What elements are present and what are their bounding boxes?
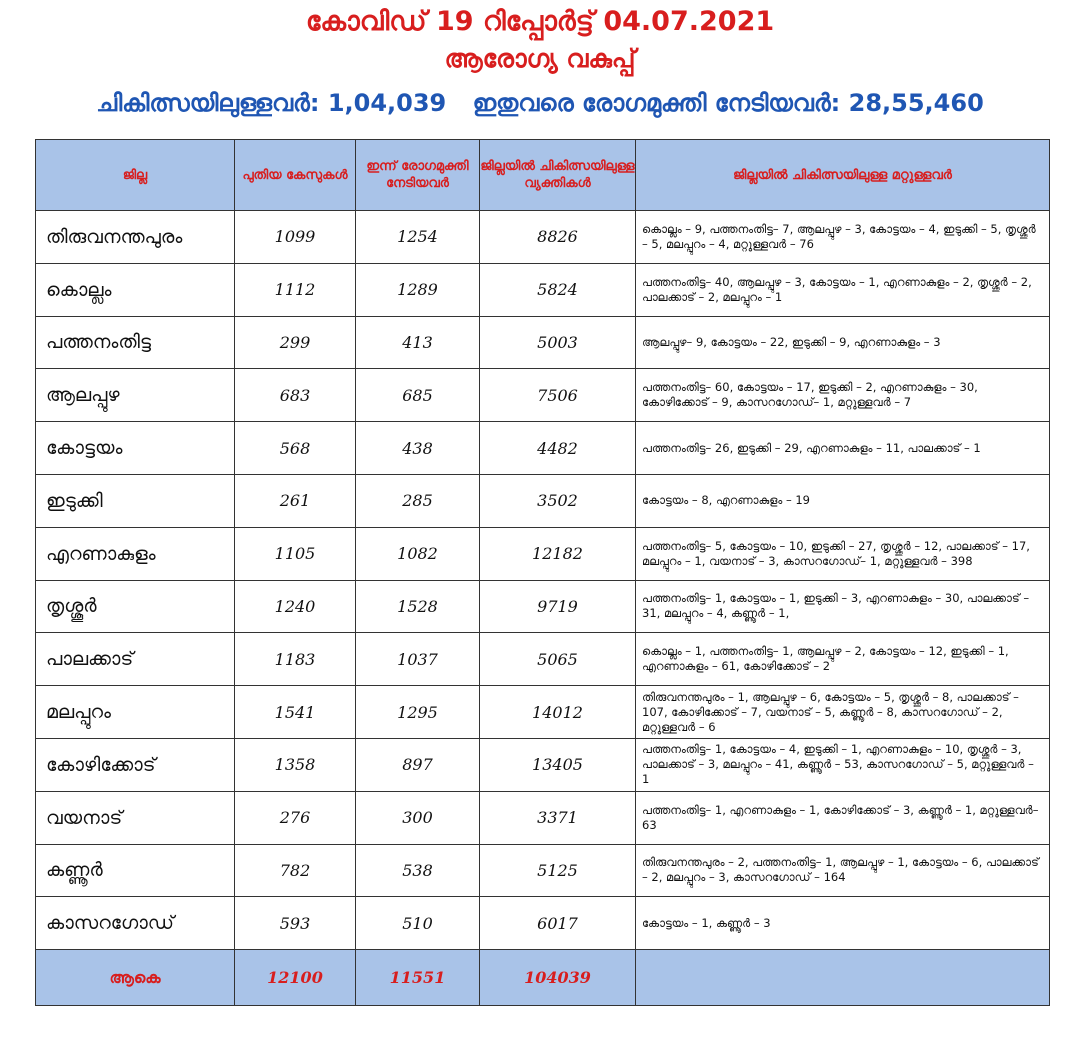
new-cases: 568 xyxy=(235,422,356,475)
others-in-district: ആലപ്പുഴ– 9, കോട്ടയം – 22, ഇടുക്കി – 9, എറണാകുളം – 3 xyxy=(636,316,1050,369)
others-in-district: പത്തനംതിട്ട– 1, കോട്ടയം – 4, ഇടുക്കി – 1, എറണാകുളം – 10, തൃശ്ശൂർ – 3, പാലക്കാട് – 3, മലപ്പുറം – 41, കണ്ണൂർ – 53, കാസറഗോഡ് – 5, മറ്റുള്ളവർ – 1 xyxy=(636,738,1050,791)
district-name: പാലക്കാട് xyxy=(36,633,235,686)
under-treatment: 9719 xyxy=(480,580,636,633)
district-name: പത്തനംതിട്ട xyxy=(36,316,235,369)
recovered-today: 685 xyxy=(356,369,480,422)
under-treatment: 5065 xyxy=(480,633,636,686)
table-row xyxy=(36,633,1050,686)
header-district: ജില്ല xyxy=(36,140,235,211)
table-row xyxy=(36,316,1050,369)
total-label: ആകെ xyxy=(36,950,235,1006)
others-in-district: കൊല്ലം – 9, പത്തനംതിട്ട– 7, ആലപ്പുഴ – 3, കോട്ടയം – 4, ഇടുക്കി – 5, തൃശ്ശൂർ – 5, മലപ്പുറം – 4, മറ്റുള്ളവർ – 76 xyxy=(636,211,1050,264)
new-cases: 1240 xyxy=(235,580,356,633)
table-row xyxy=(36,897,1050,950)
under-treatment: 6017 xyxy=(480,897,636,950)
recovered-today: 1082 xyxy=(356,527,480,580)
table-row xyxy=(36,844,1050,897)
district-name: തൃശ്ശൂർ xyxy=(36,580,235,633)
others-in-district: പത്തനംതിട്ട– 26, ഇടുക്കി – 29, എറണാകുളം – 11, പാലക്കാട് – 1 xyxy=(636,422,1050,475)
header-under-treatment: ജില്ലയിൽ ചികിത്സയിലുള്ള വ്യക്തികൾ xyxy=(480,140,636,211)
recovered-today: 413 xyxy=(356,316,480,369)
district-name: കൊല്ലം xyxy=(36,263,235,316)
under-treatment: 3502 xyxy=(480,474,636,527)
others-in-district: പത്തനംതിട്ട– 60, കോട്ടയം – 17, ഇടുക്കി – 2, എറണാകുളം – 30, കോഴിക്കോട് – 9, കാസറഗോഡ്– 1, മറ്റുള്ളവർ – 7 xyxy=(636,369,1050,422)
new-cases: 1105 xyxy=(235,527,356,580)
under-treatment-value: 1,04,039 xyxy=(327,89,447,117)
table-row xyxy=(36,580,1050,633)
table-row xyxy=(36,738,1050,791)
district-name: ഇടുക്കി xyxy=(36,474,235,527)
under-treatment: 3371 xyxy=(480,791,636,844)
new-cases: 1541 xyxy=(235,686,356,739)
recovered-today: 538 xyxy=(356,844,480,897)
others-in-district: പത്തനംതിട്ട– 40, ആലപ്പുഴ – 3, കോട്ടയം – 1, എറണാകുളം – 2, തൃശ്ശൂർ – 2, പാലക്കാട് – 2, മലപ്പുറം – 1 xyxy=(636,263,1050,316)
recovered-today: 1295 xyxy=(356,686,480,739)
total-under-treatment: 104039 xyxy=(480,950,636,1006)
table-header-row xyxy=(36,140,1050,211)
recovered-today: 1289 xyxy=(356,263,480,316)
table-row xyxy=(36,263,1050,316)
under-treatment: 5125 xyxy=(480,844,636,897)
others-in-district: തിരുവനന്തപുരം – 2, പത്തനംതിട്ട– 1, ആലപ്പുഴ – 1, കോട്ടയം – 6, പാലക്കാട് – 2, മലപ്പുറം – 3, കാസറഗോഡ് – 164 xyxy=(636,844,1050,897)
total-recovered-today: 11551 xyxy=(356,950,480,1006)
recovered-today: 1254 xyxy=(356,211,480,264)
district-name: തിരുവനന്തപുരം xyxy=(36,211,235,264)
recovered-today: 1528 xyxy=(356,580,480,633)
department-name: ആരോഗ്യ വകുപ്പ് xyxy=(444,44,636,73)
report-title: കോവിഡ് 19 റിപ്പോർട്ട് 04.07.2021 xyxy=(305,6,775,37)
header-recovered-today: ഇന്ന് രോഗമുക്തി നേടിയവർ xyxy=(356,140,480,211)
table-row xyxy=(36,369,1050,422)
recovered-today: 897 xyxy=(356,738,480,791)
under-treatment: 5824 xyxy=(480,263,636,316)
new-cases: 261 xyxy=(235,474,356,527)
district-name: ആലപ്പുഴ xyxy=(36,369,235,422)
others-in-district: പത്തനംതിട്ട– 1, കോട്ടയം – 1, ഇടുക്കി – 3, എറണാകുളം – 30, പാലക്കാട് – 31, മലപ്പുറം – 4, കണ്ണൂർ – 1, xyxy=(636,580,1050,633)
recovered-today: 438 xyxy=(356,422,480,475)
district-name: എറണാകുളം xyxy=(36,527,235,580)
table-row xyxy=(36,422,1050,475)
district-name: മലപ്പുറം xyxy=(36,686,235,739)
table-row xyxy=(36,211,1050,264)
under-treatment-label: ചികിത്സയിലുള്ളവർ: xyxy=(96,89,320,117)
under-treatment: 5003 xyxy=(480,316,636,369)
summary-line xyxy=(0,86,1080,120)
under-treatment: 13405 xyxy=(480,738,636,791)
others-in-district: പത്തനംതിട്ട– 5, കോട്ടയം – 10, ഇടുക്കി – 27, തൃശ്ശൂർ – 12, പാലക്കാട് – 17, മലപ്പുറം – 1, വയനാട് – 3, കാസറഗോഡ്– 1, മറ്റുള്ളവർ – 398 xyxy=(636,527,1050,580)
recovered-today: 285 xyxy=(356,474,480,527)
total-row xyxy=(36,950,1050,1006)
new-cases: 1358 xyxy=(235,738,356,791)
table-row xyxy=(36,474,1050,527)
under-treatment: 14012 xyxy=(480,686,636,739)
table-row xyxy=(36,686,1050,739)
covid-district-table xyxy=(35,139,1050,1006)
recovered-label: ഇതുവരെ രോഗമുക്തി നേടിയവർ: xyxy=(472,89,841,117)
new-cases: 683 xyxy=(235,369,356,422)
new-cases: 782 xyxy=(235,844,356,897)
under-treatment: 8826 xyxy=(480,211,636,264)
recovered-today: 300 xyxy=(356,791,480,844)
others-in-district: തിരുവനന്തപുരം – 1, ആലപ്പുഴ – 6, കോട്ടയം – 5, തൃശ്ശൂർ – 8, പാലക്കാട് – 107, കോഴിക്കോട് – 7, വയനാട് – 5, കണ്ണൂർ – 8, കാസറഗോഡ് – 2, മറ്റുള്ളവർ – 6 xyxy=(636,686,1050,739)
others-in-district: കോട്ടയം – 8, എറണാകുളം – 19 xyxy=(636,474,1050,527)
under-treatment: 4482 xyxy=(480,422,636,475)
recovered-today: 510 xyxy=(356,897,480,950)
district-name: കണ്ണൂർ xyxy=(36,844,235,897)
total-others-empty xyxy=(636,950,1050,1006)
new-cases: 299 xyxy=(235,316,356,369)
new-cases: 276 xyxy=(235,791,356,844)
header-others: ജില്ലയിൽ ചികിത്സയിലുള്ള മറ്റുള്ളവർ xyxy=(636,140,1050,211)
new-cases: 593 xyxy=(235,897,356,950)
new-cases: 1183 xyxy=(235,633,356,686)
header-new-cases: പുതിയ കേസുകൾ xyxy=(235,140,356,211)
recovered-today: 1037 xyxy=(356,633,480,686)
district-name: വയനാട് xyxy=(36,791,235,844)
district-name: കാസറഗോഡ് xyxy=(36,897,235,950)
district-name: കോഴിക്കോട് xyxy=(36,738,235,791)
district-name: കോട്ടയം xyxy=(36,422,235,475)
recovered-value: 28,55,460 xyxy=(848,89,984,117)
new-cases: 1112 xyxy=(235,263,356,316)
table-row xyxy=(36,527,1050,580)
under-treatment: 7506 xyxy=(480,369,636,422)
under-treatment: 12182 xyxy=(480,527,636,580)
others-in-district: കൊല്ലം – 1, പത്തനംതിട്ട– 1, ആലപ്പുഴ – 2, കോട്ടയം – 12, ഇടുക്കി – 1, എറണാകുളം – 61, കോഴിക്കോട് – 2 xyxy=(636,633,1050,686)
table-row xyxy=(36,791,1050,844)
total-new-cases: 12100 xyxy=(235,950,356,1006)
others-in-district: കോട്ടയം – 1, കണ്ണൂർ – 3 xyxy=(636,897,1050,950)
others-in-district: പത്തനംതിട്ട– 1, എറണാകുളം – 1, കോഴിക്കോട് – 3, കണ്ണൂർ – 1, മറ്റുള്ളവർ– 63 xyxy=(636,791,1050,844)
new-cases: 1099 xyxy=(235,211,356,264)
